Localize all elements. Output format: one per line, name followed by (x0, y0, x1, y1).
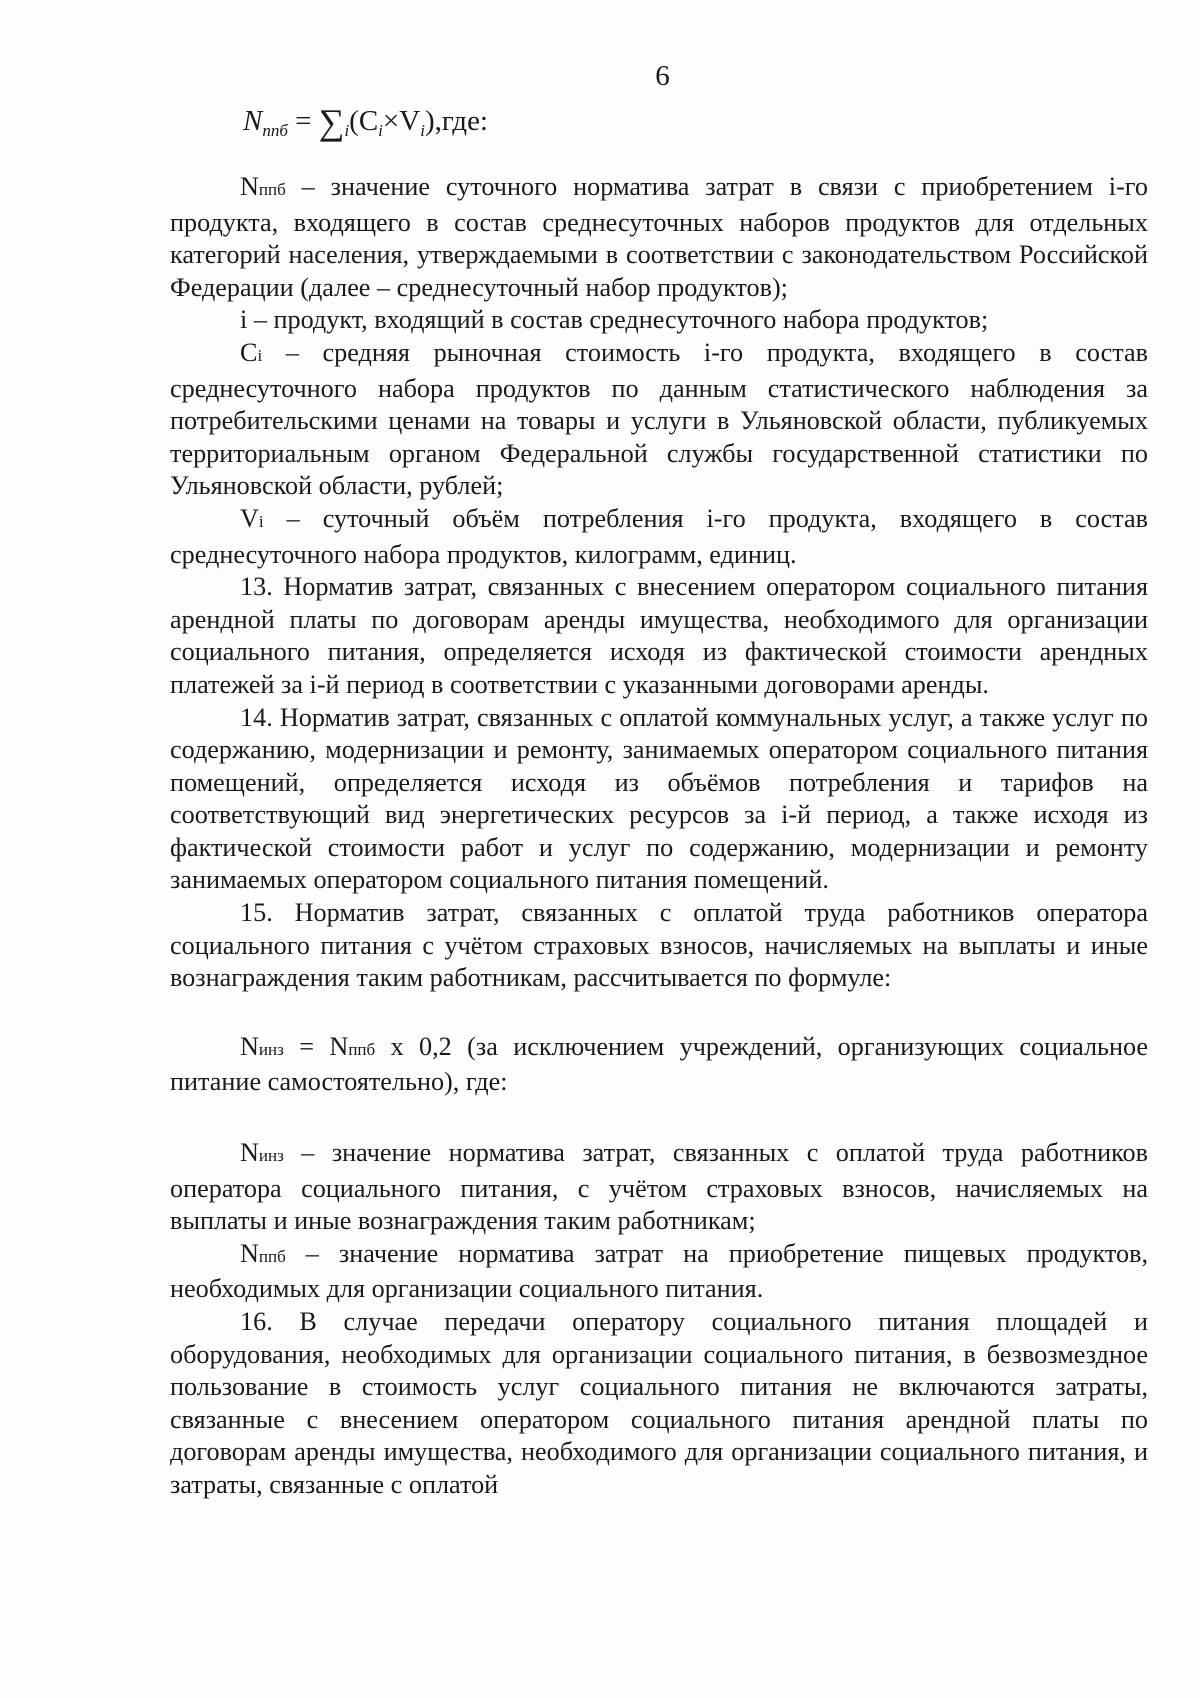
formula-times: ×V (382, 105, 421, 137)
formula-expr-sub1: i (378, 121, 383, 140)
page-number: 6 (655, 60, 670, 92)
formula-sigma: ∑ (318, 102, 345, 142)
formula-equals: = (287, 105, 319, 137)
paragraph-16: 16. В случае передачи оператору социального питания площадей и оборудования, необходимых для организации социального питания, в безвозмездное пользование в стоимость услуг социального питания не включаются затраты, связанные с внесением оператором социального питания арендной платы по договорам аренды имущества, необходимого для организации социального питания, и затраты, связанные с оплатой (170, 1307, 1148, 1499)
formula-expr-sub2: i (420, 121, 425, 140)
formula-sigma-sub: i (344, 121, 350, 140)
formula-tail: ),где: (424, 105, 488, 137)
paragraph-15: 15. Норматив затрат, связанных с оплатой труда работников оператора социального питания с учётом страховых взносов, начисляемых на выплаты и иные вознаграждения таким работникам, рассчитывается по формуле: (170, 898, 1148, 993)
formula-nppb (243, 101, 488, 143)
paragraph-13: 13. Норматив затрат, связанных с внесением оператором социального питания арендной платы по договорам аренды имущества, необходимого для организации социального питания, определяется исходя из фактической стоимости арендных платежей за i-й период в соответствии с указанными договорами аренды. (170, 572, 1148, 699)
formula-ninz: Nинз = Nппб x 0,2 (за исключением учреждений, организующих социальное питание самостоятельно), где: (170, 1031, 1149, 1097)
paragraph-nppb-definition: Nппб – значение суточного норматива затрат в связи с приобретением i-го продукта, входящего в состав среднесуточных наборов продуктов для отдельных категорий населения, утверждаемыми в соответствии с законодательством Российской Федерации (далее – среднесуточный набор продуктов); (170, 172, 1148, 302)
formula-lhs-sub: ппб (262, 121, 288, 140)
formula-expr: (C (349, 105, 379, 137)
paragraph-14: 14. Норматив затрат, связанных с оплатой коммунальных услуг, а также услуг по содержанию, модернизации и ремонту, занимаемых оператором социального питания помещений, определяется исходя из объёмов потребления и тарифов на соответствующий вид энергетических ресурсов за i-й период, а также исходя из фактической стоимости работ и услуг по содержанию, модернизации и ремонту занимаемых оператором социального питания помещений. (170, 702, 1148, 895)
paragraph-nppb-definition-2: Nппб – значение норматива затрат на приобретение пищевых продуктов, необходимых для организации социального питания. (170, 1238, 1148, 1304)
paragraph-vi-definition: Vi – суточный объём потребления i-го продукта, входящего в состав среднесуточного набора продуктов, килограмм, единиц. (170, 503, 1148, 569)
formula-lhs-symbol: N (243, 105, 263, 137)
paragraph-i-definition: i – продукт, входящий в состав среднесуточного набора продуктов; (240, 305, 989, 335)
document-body (170, 171, 1148, 1502)
paragraph-ci-definition: Ci – средняя рыночная стоимость i-го продукта, входящего в состав среднесуточного набора продуктов по данным статистического наблюдения за потребительскими ценами на товары и услуги в Ульяновской области, публикуемых территориальным органом Федеральной службы государственной статистики по Ульяновской области, рублей; (170, 337, 1148, 501)
paragraph-ninz-definition: Nинз – значение норматива затрат, связанных с оплатой труда работников оператора социального питания, с учётом страховых взносов, начисляемых на выплаты и иные вознаграждения таким работникам; (170, 1138, 1148, 1236)
